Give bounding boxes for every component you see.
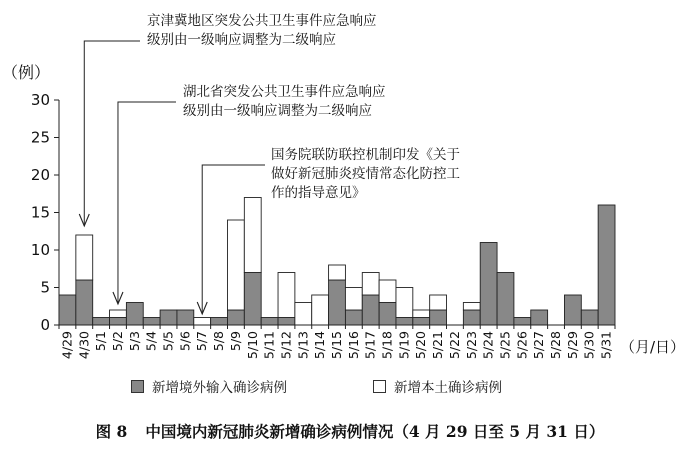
annotation-line: 做好新冠肺炎疫情常态化防控工 [271,166,460,182]
bar-local [430,295,447,310]
x-tick-label: 5/4 [143,331,159,352]
annotation-line: 级别由一级响应调整为二级响应 [183,103,372,119]
bar-local [413,310,430,318]
bar-local [227,220,244,310]
x-tick-label: 5/28 [548,331,564,360]
x-tick-label: 5/13 [295,331,311,360]
figure-caption-text: 中国境内新冠肺炎新增确诊病例情况（4 月 29 日至 5 月 31 日） [145,422,605,441]
bar-imported [76,280,93,325]
bar-imported [278,318,295,326]
bar-local [278,273,295,318]
figure-number: 图 8 [95,422,128,441]
x-tick-label: 5/29 [564,331,580,360]
y-tick-label: 0 [40,316,50,334]
bar-local [329,265,346,280]
bar-local [76,235,93,280]
bar-imported [345,310,362,325]
bar-imported [110,318,127,326]
bar-imported [413,318,430,326]
x-tick-label: 5/6 [177,331,193,352]
legend-swatch-imported [131,380,144,393]
annotation-line: 作的指导意见》 [271,185,366,201]
x-tick-label: 5/18 [379,331,395,360]
x-tick-label: 5/15 [329,331,344,360]
x-tick-label: 5/1 [93,331,109,352]
annotation-line: 国务院联防联控机制印发《关于 [271,147,460,163]
x-tick-label: 5/19 [396,331,412,360]
bar-imported [160,310,177,325]
x-tick-label: 5/14 [312,331,328,360]
x-tick-label: 5/26 [514,331,530,360]
bars [59,198,615,326]
bar-imported [463,310,480,325]
bar-local [194,318,211,326]
bar-imported [480,243,497,326]
x-tick-label: 5/12 [278,331,294,360]
annotation-line: 湖北省突发公共卫生事件应急响应 [183,84,386,100]
bar-imported [211,318,228,326]
bar-local [295,303,312,326]
x-tick-label: 5/17 [362,331,378,360]
y-tick-label: 30 [30,91,50,109]
bar-local [110,310,127,318]
x-tick-label: 5/30 [581,331,597,360]
legend-label-local: 新增本土确诊病例 [394,380,502,396]
bar-imported [93,318,110,326]
y-tick-label: 20 [30,166,50,184]
bar-imported [59,295,76,325]
legend-item-local [373,376,502,396]
x-tick-label: 5/23 [463,331,479,360]
annotation-line: 京津冀地区突发公共卫生事件应急响应 [147,13,377,29]
bar-local [362,273,379,296]
x-tick-label: 5/11 [261,331,277,360]
x-tick-label: 5/2 [109,331,125,352]
bar-imported [143,318,160,326]
annotation-hubei [183,83,386,121]
y-axis [31,91,59,334]
x-tick-label: 5/21 [430,331,446,360]
bar-imported [396,318,413,326]
bar-imported [379,303,396,326]
bar-imported [261,318,278,326]
legend-label-imported: 新增境外输入确诊病例 [152,380,287,396]
figure-caption [0,420,700,442]
bar-imported [497,273,514,326]
y-tick-label: 5 [40,278,50,297]
x-tick-label: 5/22 [446,331,462,360]
annotation-leader-line [118,102,176,304]
x-tick-label: 5/9 [227,331,243,352]
bar-imported [531,310,548,325]
y-tick-label: 25 [30,128,50,147]
bar-local [379,280,396,303]
bar-imported [598,205,615,325]
x-tick-label: 5/8 [211,331,227,352]
annotation-jingjinji [147,12,377,50]
annotation-line: 级别由一级响应调整为二级响应 [147,32,336,48]
bar-imported [581,310,598,325]
bar-local [312,295,329,325]
x-tick-label: 5/7 [194,331,210,352]
legend-swatch-local [373,380,386,393]
bar-imported [362,295,379,325]
y-tick-label: 15 [30,203,50,222]
bar-imported [564,295,581,325]
bar-imported [329,280,346,325]
bar-local [463,303,480,311]
annotation-state-council [271,146,460,203]
x-tick-label: 5/31 [598,331,614,360]
annotation-leader-line [84,41,140,226]
x-tick-label: 5/3 [126,331,142,352]
x-tick-label: 5/25 [497,331,513,360]
legend-item-imported [131,376,287,396]
x-tick-label: 5/27 [531,331,547,360]
x-tick-label: 4/30 [76,331,92,360]
bar-imported [177,310,194,325]
y-tick-label: 10 [30,241,50,259]
x-tick-label: 4/29 [59,331,75,360]
bar-imported [227,310,244,325]
bar-imported [244,273,261,326]
x-axis [59,325,615,359]
bar-local [396,288,413,318]
bar-imported [430,310,447,325]
bar-local [244,198,261,273]
y-axis-label: （例） [2,63,51,82]
x-tick-label: 5/20 [413,331,429,360]
x-axis-label: （月/日） [620,338,686,356]
x-tick-label: 5/16 [345,331,361,360]
x-tick-label: 5/5 [160,331,176,352]
x-tick-label: 5/24 [480,331,496,360]
bar-local [345,288,362,311]
x-tick-label: 5/10 [244,331,260,360]
bar-imported [514,318,531,326]
bar-imported [126,303,143,326]
